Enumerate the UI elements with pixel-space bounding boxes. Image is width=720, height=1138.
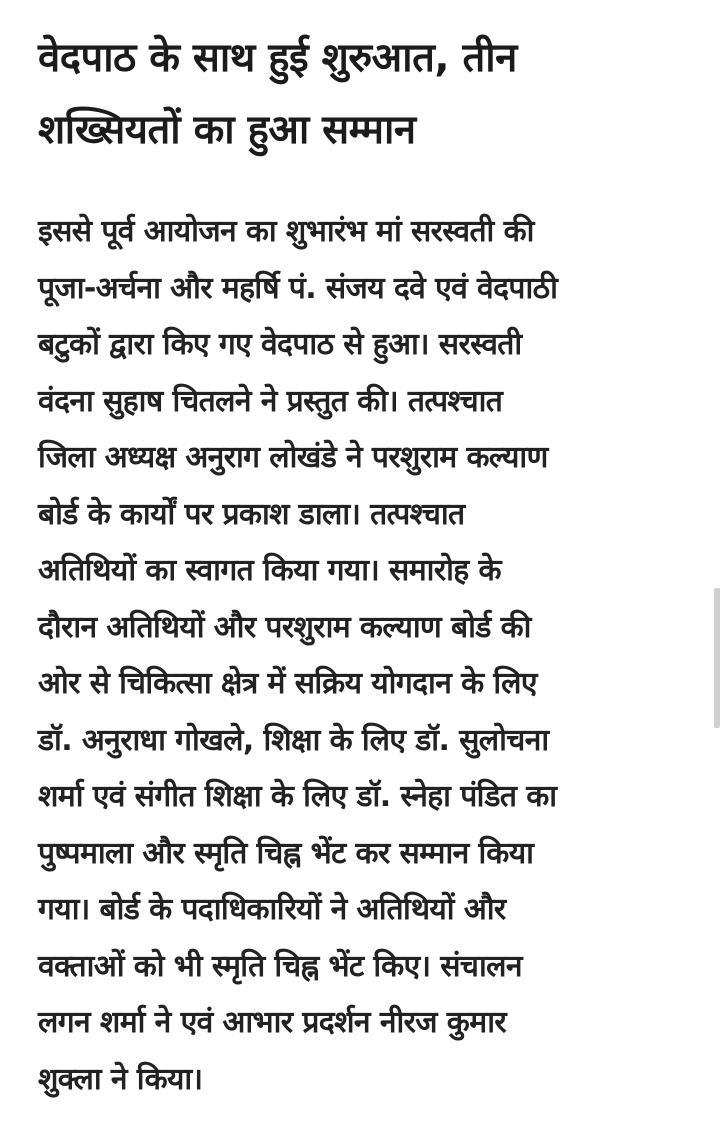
body-line: शुक्ला ने किया। [38,1061,203,1097]
vertical-scrollbar[interactable] [714,588,720,728]
headline-line: शख्सियतों का हुआ सम्मान [38,107,416,153]
body-line: बोर्ड के कार्यों पर प्रकाश डाला। तत्पश्चात [38,496,465,532]
body-line: पुष्पमाला और स्मृति चिह्न भेंट कर सम्मान किया [38,835,534,871]
body-line: शर्मा एवं संगीत शिक्षा के लिए डॉ. स्नेहा पंडित का [38,779,557,814]
article-headline [38,22,690,166]
body-line: गया। बोर्ड के पदाधिकारियों ने अतिथियों और [38,892,506,927]
body-line: बटुकों द्वारा किए गए वेदपाठ से हुआ। सरस्वती [38,327,522,362]
body-line: ओर से चिकित्सा क्षेत्र में सक्रिय योगदान के लिए [38,666,537,701]
article-body [38,204,690,1108]
body-line: अतिथियों का स्वागत किया गया। समारोह के [38,553,501,588]
body-line: जिला अध्यक्ष अनुराग लोखंडे ने परशुराम कल्याण [38,440,548,475]
body-line: डॉ. अनुराधा गोखले, शिक्षा के लिए डॉ. सुलोचना [38,722,549,758]
body-line: पूजा-अर्चना और महर्षि पं. संजय दवे एवं वेदपाठी [38,270,558,306]
body-line: लगन शर्मा ने एवं आभार प्रदर्शन नीरज कुमार [38,1005,507,1040]
body-line: वक्ताओं को भी स्मृति चिह्न भेंट किए। संचालन [38,948,522,984]
body-line: वंदना सुहाष चितलने ने प्रस्तुत की। तत्पश्चात [38,383,503,419]
headline-line: वेदपाठ के साथ हुई शुरुआत, तीन [38,35,517,81]
body-line: इससे पूर्व आयोजन का शुभारंभ मां सरस्वती की [38,214,534,249]
body-line: दौरान अतिथियों और परशुराम कल्याण बोर्ड की [38,609,531,645]
